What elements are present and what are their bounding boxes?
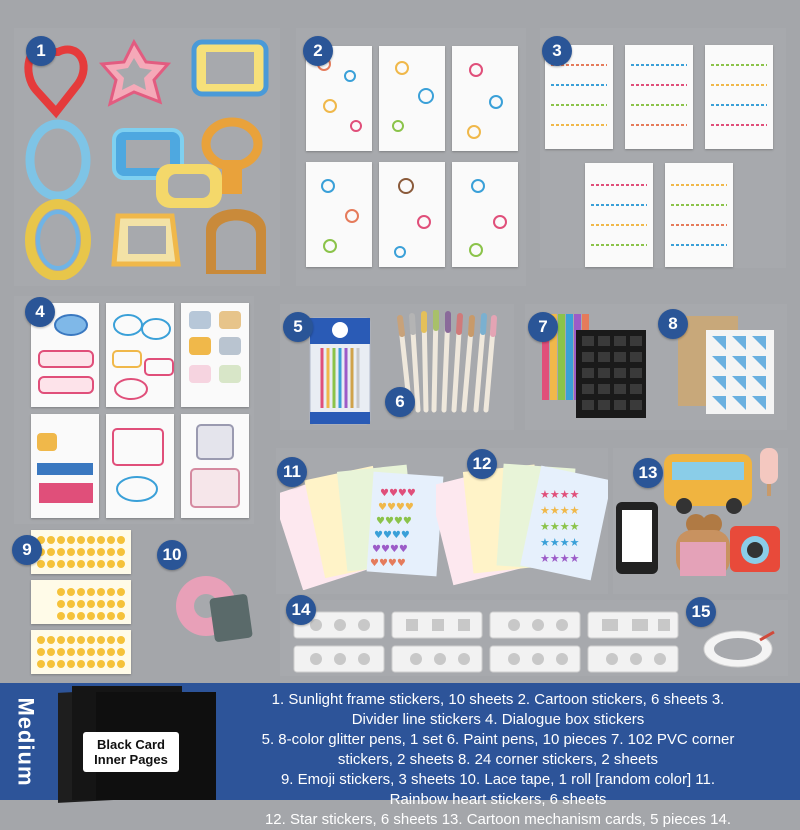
emoji-dots: [31, 530, 131, 674]
svg-text:★★★★: ★★★★: [540, 504, 580, 517]
svg-text:★★★★: ★★★★: [540, 488, 580, 501]
badge-4: 4: [25, 297, 55, 327]
description-line: 9. Emoji stickers, 3 sheets 10. Lace tape, 1 roll [random color] 11.: [280, 771, 716, 788]
description-line: 5. 8-color glitter pens, 1 set 6. Paint pens, 10 pieces 7. 102 PVC corner: [261, 731, 735, 748]
svg-text:♥♥♥♥: ♥♥♥♥: [376, 516, 412, 527]
frame-stickers-image: [22, 34, 278, 280]
badge-15: 15: [686, 597, 716, 627]
badge-11: 11: [277, 457, 307, 487]
cartoon-doodles: [306, 46, 518, 267]
star-sticker-sheets: [436, 458, 608, 590]
stencils-image: [292, 610, 686, 676]
badge-1: 1: [26, 36, 56, 66]
badge-2: 2: [303, 36, 333, 66]
heart-sticker-sheets: [280, 460, 450, 590]
lace-tape-roll: [168, 566, 260, 648]
badge-9: 9: [12, 535, 42, 565]
description-line: 12. Star stickers, 6 sheets 13. Cartoon mechanism cards, 5 pieces 14.: [264, 811, 732, 828]
card-label-line1: Black Card: [97, 737, 165, 752]
badge-7: 7: [528, 312, 558, 342]
badge-8: 8: [658, 309, 688, 339]
svg-text:♥♥♥♥: ♥♥♥♥: [372, 544, 408, 555]
svg-text:★★★★: ★★★★: [540, 520, 580, 533]
corner-stickers-image: [676, 312, 776, 416]
svg-text:★★★★: ★★★★: [540, 536, 580, 549]
card-label-line2: Inner Pages: [94, 752, 168, 767]
svg-text:♥♥♥♥: ♥♥♥♥: [374, 530, 410, 541]
svg-text:♥♥♥♥: ♥♥♥♥: [378, 502, 414, 513]
svg-text:♥♥♥♥: ♥♥♥♥: [370, 558, 406, 569]
description-line: Rainbow heart stickers, 6 sheets: [389, 791, 607, 808]
card-label: [83, 732, 179, 772]
description-line: stickers, 2 sheets 8. 24 corner stickers, 2 sheets: [337, 751, 659, 768]
badge-12: 12: [467, 449, 497, 479]
badge-6: 6: [385, 387, 415, 417]
svg-text:★★★★: ★★★★: [540, 552, 580, 565]
size-label: Medium: [14, 697, 39, 787]
badge-5: 5: [283, 312, 313, 342]
badge-10: 10: [157, 540, 187, 570]
description-line: Divider line stickers 4. Dialogue box stickers: [351, 711, 645, 728]
badge-13: 13: [633, 458, 663, 488]
tape-roll-image: [700, 626, 776, 672]
divider-lines: [545, 45, 773, 267]
description-text: [228, 690, 768, 830]
svg-text:♥♥♥♥: ♥♥♥♥: [380, 488, 416, 499]
dialogue-bubbles: [31, 303, 249, 518]
badge-14: 14: [286, 595, 316, 625]
glitter-pens-package: [308, 316, 372, 426]
badge-3: 3: [542, 36, 572, 66]
description-line: 1. Sunlight frame stickers, 10 sheets 2. Cartoon stickers, 6 sheets 3.: [271, 691, 725, 708]
